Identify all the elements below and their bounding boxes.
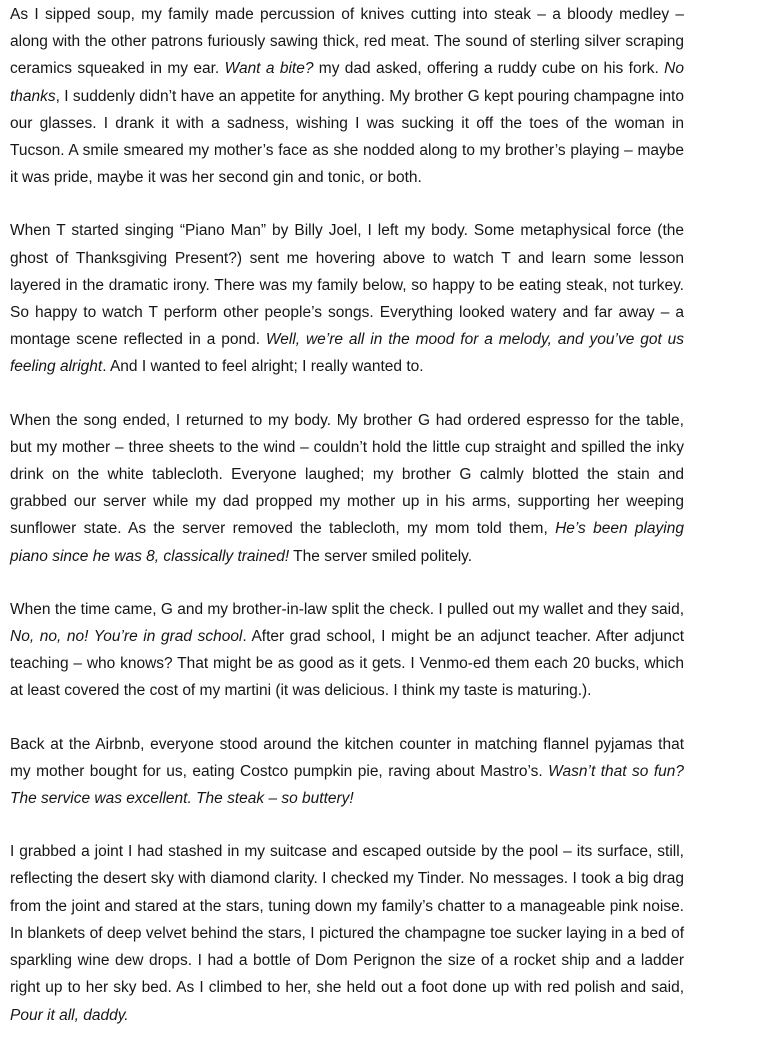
paragraph (10, 731, 684, 813)
text-run-italic: Want a bite? (224, 60, 314, 78)
text-run: . After grad school, I might be an adjunct teacher. After adjunct teaching – who knows? That might be as good as it gets. I Venmo-ed them each 20 bucks, which at least covered the cost of my martini (it was delicious. I think my taste is maturing.). (10, 628, 684, 700)
text-run-italic: No, no, no! You’re in grad school (10, 628, 243, 646)
text-run: I grabbed a joint I had stashed in my suitcase and escaped outside by the pool – its surface, still, reflecting the desert sky with diamond clarity. I checked my Tinder. No messages. I took a big drag from the joint and stared at the stars, tuning down my family’s chatter to a manageable pink noise. In blankets of deep velvet behind the stars, I pictured the champagne toe sucker laying in a bed of sparkling wine dew drops. I had a bottle of Dom Perignon the size of a rocket ship and a ladder right up to her sky bed. As I climbed to her, she held out a foot done up with red polish and said, (10, 843, 684, 997)
text-run: When the song ended, I returned to my body. My brother G had ordered espresso for the table, but my mother – three sheets to the wind – couldn’t hold the little cup straight and spilled the inky drink on the white tablecloth. Everyone laughed; my brother G calmly blotted the stain and grabbed our server while my dad propped my mother up in his arms, supporting her weeping sunflower state. As the server removed the tablecloth, my mom told them, (10, 411, 684, 538)
paragraph (10, 596, 684, 705)
text-run-italic: Pour it all, daddy. (10, 1006, 129, 1024)
text-run: The server smiled politely. (289, 547, 473, 565)
text-run-italic: Wasn’t that so fun? The service was excellent. The steak – so buttery! (10, 762, 684, 808)
text-run: , I suddenly didn’t have an appetite for anything. My brother G kept pouring champagne into our glasses. I drank it with a sadness, wishing I was sucking it off the toes of the woman in Tucson. A smile smeared my mother’s face as she nodded along to my brother’s playing – maybe it was pride, maybe it was her second gin and tonic, or both. (10, 87, 684, 187)
text-run: When the time came, G and my brother-in-law split the check. I pulled out my wallet and they said, (10, 600, 684, 618)
text-run: When T started singing “Piano Man” by Billy Joel, I left my body. Some metaphysical force (the ghost of Thanksgiving Present?) sent me hovering above to watch T and learn some lesson layered in the dramatic irony. There was my family below, so happy to be eating steak, not turkey. So happy to watch T perform other people’s songs. Everything looked watery and far away – a montage scene reflected in a pond. (10, 222, 684, 349)
text-run: my dad asked, offering a ruddy cube on his fork. (313, 60, 665, 78)
paragraph (10, 217, 684, 380)
text-run: Back at the Airbnb, everyone stood around the kitchen counter in matching flannel pyjamas that my mother bought for us, eating Costco pumpkin pie, raving about Mastro’s. (10, 735, 684, 780)
text-run-italic: No thanks (10, 60, 684, 105)
paragraph (10, 407, 684, 570)
text-run: . And I wanted to feel alright; I really wanted to. (102, 358, 424, 376)
document-body (10, 1, 684, 1029)
paragraph (10, 1, 684, 191)
text-run: As I sipped soup, my family made percussion of knives cutting into steak – a bloody medley – along with the other patrons furiously sawing thick, red meat. The sound of sterling silver scraping ceramics squeaked in my ear. (10, 6, 684, 78)
text-run-italic: He’s been playing piano since he was 8, classically trained! (10, 520, 684, 565)
text-run-italic: Well, we’re all in the mood for a melody, and you’ve got us feeling alright (10, 331, 684, 376)
paragraph (10, 838, 684, 1028)
